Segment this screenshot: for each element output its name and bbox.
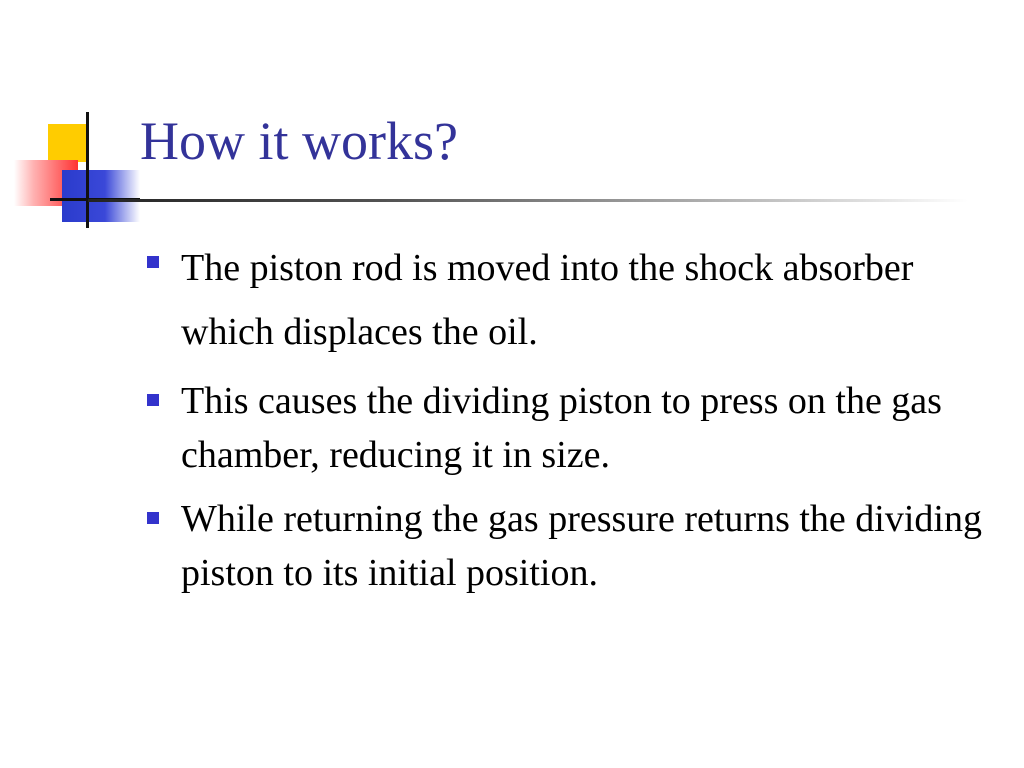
- logo-vertical-line: [86, 112, 89, 228]
- bullet-item: [144, 374, 1004, 482]
- bullet-item: [144, 492, 1004, 600]
- bullet-item: [144, 236, 1004, 364]
- logo-blue-square: [62, 170, 140, 222]
- bullet-square-icon: [147, 256, 159, 268]
- bullet-square-icon: [147, 512, 159, 524]
- slide-title: How it works?: [140, 111, 458, 171]
- logo-yellow-square: [48, 124, 86, 162]
- bullet-list: [144, 236, 1004, 610]
- bullet-text: While returning the gas pressure returns the dividing piston to its initial position.: [181, 498, 982, 594]
- title-underline: [88, 199, 968, 202]
- bullet-text: The piston rod is moved into the shock absorber which displaces the oil.: [181, 247, 914, 353]
- slide-logo-decoration: [0, 0, 160, 240]
- bullet-text: This causes the dividing piston to press on the gas chamber, reducing it in size.: [181, 380, 942, 476]
- bullet-square-icon: [147, 394, 159, 406]
